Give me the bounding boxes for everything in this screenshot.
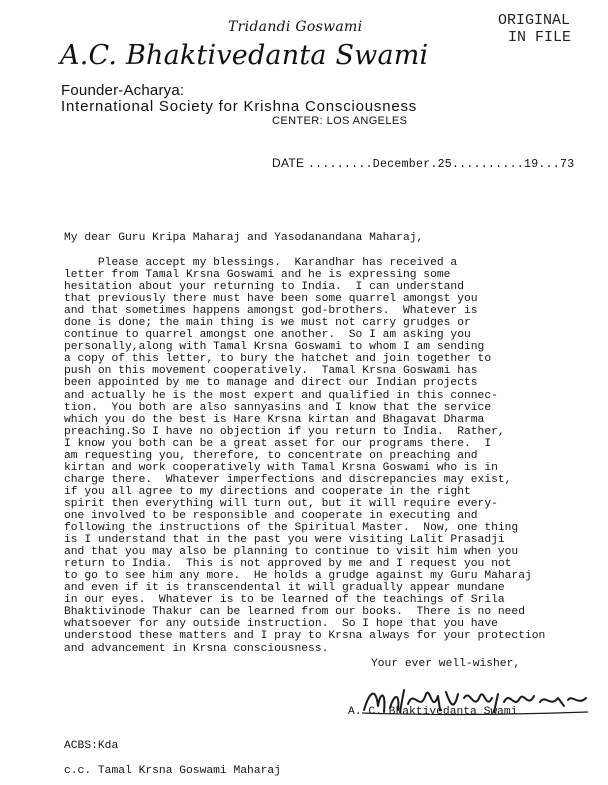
stamp-line-1: ORIGINAL [498, 12, 571, 29]
letter-body [64, 257, 594, 655]
signer-name: A. C. Bhaktivedanta Swami [348, 706, 518, 718]
letterhead-tridandi: Tridandi Goswami [228, 19, 363, 35]
letter-body-line: whatsoever for any outside instruction. So I hope that you have [64, 618, 498, 631]
date-label: DATE [272, 156, 305, 170]
handwritten-signature [352, 666, 584, 698]
letter-body-line: return to India. This is not approved by me and I request you not [64, 558, 512, 571]
original-in-file-stamp [498, 12, 598, 46]
letter-body-line: I know you both can be a great asset for our programs there. I [64, 437, 492, 450]
center-value: LOS ANGELES [326, 115, 408, 127]
stamp-line-2: IN FILE [508, 29, 572, 46]
letter-body-line: and even if it is transcendental it will gradually appear mundane [64, 582, 505, 595]
letter-body-line: charge there. Whatever imperfections and discrepancies may exist, [64, 473, 512, 486]
letter-body-line: preaching.So I have no objection if you return to India. Rather, [64, 425, 505, 438]
letter-body-line: and that sometimes happens amongst god-brothers. Whatever is [64, 305, 478, 318]
letter-body-line: continue to quarrel amongst one another. So I am asking you [64, 329, 471, 342]
letter-body-line: and that you may also be planning to continue to visit him when you [64, 546, 519, 559]
letter-body-line: in our eyes. Whatever is to be learned of the teachings of Srila [64, 594, 505, 607]
letter-body-line: spirit then everything will turn out, but it will require every- [64, 497, 498, 510]
letter-closing: Your ever well-wisher, [371, 658, 521, 670]
letterhead-society: International Society for Krishna Consciousness [61, 98, 418, 115]
letter-salutation: My dear Guru Kripa Maharaj and Yasodanandana Maharaj, [64, 232, 424, 244]
letter-body-line: understood these matters and I pray to Krsna always for your protection [64, 630, 546, 643]
letter-body-line: been appointed by me to manage and direct our Indian projects [64, 377, 478, 390]
letter-body-line: tion. You both are also sannyasins and I know that the service [64, 401, 492, 414]
letter-body-line: is I understand that in the past you were visiting Lalit Prasadji [64, 534, 505, 547]
carbon-copy-line: c.c. Tamal Krsna Goswami Maharaj [64, 765, 281, 777]
letter-body-line: a copy of this letter, to bury the hatchet and join together to [64, 353, 492, 366]
letter-body-line: hesitation about your returning to India. I can understand [64, 281, 464, 294]
letter-body-line: done is done; the main thing is we must not carry grudges or [64, 317, 471, 330]
letter-body-line: letter from Tamal Krsna Goswami and he is expressing some [64, 269, 451, 282]
letterhead-center [272, 115, 407, 127]
date-line [272, 156, 574, 171]
letter-body-line: personally,along with Tamal Krsna Goswami to whom I am sending [64, 341, 485, 354]
letterhead-founder-title: Founder-Acharya: [61, 82, 185, 99]
letterhead-name: A.C. Bhaktivedanta Swami [60, 40, 429, 71]
letter-body-line: which you do the best is Hare Krsna kirtan and Bhagavat Dharma [64, 413, 485, 426]
date-value: .........December.25..........19...73 [307, 158, 575, 171]
letter-body-line: and actually he is the most expert and qualified in this connec- [64, 389, 498, 402]
letter-body-line: am requesting you, therefore, to concentrate on preaching and [64, 449, 478, 462]
letter-body-line: if you all agree to my directions and cooperate in the right [64, 485, 471, 498]
letter-body-line: that previously there must have been some quarrel amongst you [64, 293, 478, 306]
letter-body-line: Please accept my blessings. Karandhar has received a [64, 257, 458, 269]
letter-body-line: push on this movement cooperatively. Tamal Krsna Goswami has [64, 365, 478, 378]
letter-body-line: and advancement in Krsna consciousness. [64, 642, 329, 655]
letter-body-line: one involved to be responsible and cooperate in executing and [64, 509, 478, 522]
letter-body-line: following the instructions of the Spiritual Master. Now, one thing [64, 522, 519, 535]
typist-initials: ACBS:Kda [64, 740, 119, 752]
letter-body-line: Bhaktivinode Thakur can be learned from our books. There is no need [64, 606, 525, 619]
letter-body-line: to go to see him any more. He holds a grudge against my Guru Maharaj [64, 570, 532, 583]
letter-body-line: kirtan and work cooperatively with Tamal Krsna Goswami who is in [64, 461, 498, 474]
center-label: CENTER: [272, 115, 324, 127]
